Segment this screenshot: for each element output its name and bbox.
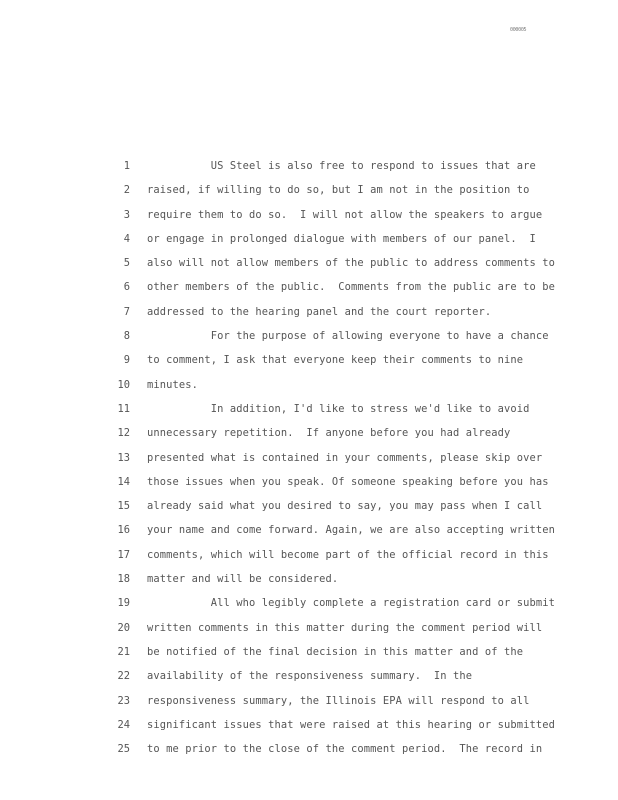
line-text: raised, if willing to do so, but I am not in the position to <box>147 184 530 197</box>
line-number: 4 <box>123 232 130 245</box>
line-text: or engage in prolonged dialogue with members of our panel. I <box>147 232 536 245</box>
line-number: 25 <box>117 743 130 756</box>
line-text: to me prior to the close of the comment period. The record in <box>147 743 543 756</box>
line-text: other members of the public. Comments from the public are to be <box>147 281 556 294</box>
transcript-line <box>0 715 618 739</box>
line-text: also will not allow members of the public to address comments to <box>147 257 556 270</box>
line-number: 16 <box>117 524 130 537</box>
transcript-line <box>0 326 618 350</box>
line-number: 24 <box>117 718 130 731</box>
line-text: already said what you desired to say, you may pass when I call <box>147 500 543 513</box>
line-text: responsiveness summary, the Illinois EPA will respond to all <box>147 694 530 707</box>
transcript-line <box>0 472 618 496</box>
line-text: minutes. <box>147 378 199 391</box>
transcript-line <box>0 423 618 447</box>
transcript-line <box>0 666 618 690</box>
transcript-line <box>0 642 618 666</box>
line-number: 3 <box>123 208 130 221</box>
line-text: In addition, I'd like to stress we'd like to avoid <box>147 402 530 415</box>
line-number: 20 <box>117 621 130 634</box>
transcript-line <box>0 180 618 204</box>
transcript-line <box>0 569 618 593</box>
line-number: 21 <box>117 645 130 658</box>
line-text: those issues when you speak. Of someone speaking before you has <box>147 475 549 488</box>
line-text: For the purpose of allowing everyone to have a chance <box>147 330 549 343</box>
line-number: 6 <box>123 281 130 294</box>
line-text: All who legibly complete a registration card or submit <box>147 597 556 610</box>
line-number: 9 <box>123 354 130 367</box>
line-number: 14 <box>117 475 130 488</box>
line-text: matter and will be considered. <box>147 573 339 586</box>
line-text: significant issues that were raised at this hearing or submitted <box>147 718 556 731</box>
transcript-line <box>0 253 618 277</box>
line-text: require them to do so. I will not allow the speakers to argue <box>147 208 543 221</box>
transcript-line <box>0 448 618 472</box>
line-number: 7 <box>123 305 130 318</box>
line-text: availability of the responsiveness summary. In the <box>147 670 473 683</box>
line-text: to comment, I ask that everyone keep their comments to nine <box>147 354 524 367</box>
line-text: written comments in this matter during the comment period will <box>147 621 543 634</box>
transcript-line <box>0 205 618 229</box>
line-text: presented what is contained in your comments, please skip over <box>147 451 543 464</box>
transcript-line <box>0 739 618 763</box>
line-text: your name and come forward. Again, we are also accepting written <box>147 524 556 537</box>
line-number: 15 <box>117 500 130 513</box>
line-number: 8 <box>123 330 130 343</box>
transcript-line <box>0 302 618 326</box>
line-number: 13 <box>117 451 130 464</box>
transcript-line <box>0 229 618 253</box>
line-number: 23 <box>117 694 130 707</box>
line-number: 18 <box>117 573 130 586</box>
transcript-line <box>0 545 618 569</box>
line-number: 11 <box>117 402 130 415</box>
line-text: addressed to the hearing panel and the court reporter. <box>147 305 492 318</box>
line-text: be notified of the final decision in this matter and of the <box>147 645 524 658</box>
line-number: 12 <box>117 427 130 440</box>
line-text: unnecessary repetition. If anyone before you had already <box>147 427 511 440</box>
transcript-line <box>0 277 618 301</box>
line-number: 2 <box>123 184 130 197</box>
transcript-body <box>0 156 618 763</box>
transcript-line <box>0 399 618 423</box>
page-stamp: 000005 <box>510 27 527 33</box>
line-number: 1 <box>123 160 130 172</box>
transcript-line <box>0 691 618 715</box>
line-number: 17 <box>117 548 130 561</box>
transcript-line <box>0 350 618 374</box>
line-number: 22 <box>117 670 130 683</box>
transcript-line <box>0 593 618 617</box>
transcript-line <box>0 496 618 520</box>
line-text: comments, which will become part of the official record in this <box>147 548 549 561</box>
line-number: 19 <box>117 597 130 610</box>
line-number: 10 <box>117 378 130 391</box>
line-number: 5 <box>123 257 130 270</box>
transcript-line <box>0 375 618 399</box>
transcript-line <box>0 618 618 642</box>
transcript-line <box>0 156 618 180</box>
transcript-line <box>0 520 618 544</box>
line-text: US Steel is also free to respond to issues that are <box>147 160 536 172</box>
